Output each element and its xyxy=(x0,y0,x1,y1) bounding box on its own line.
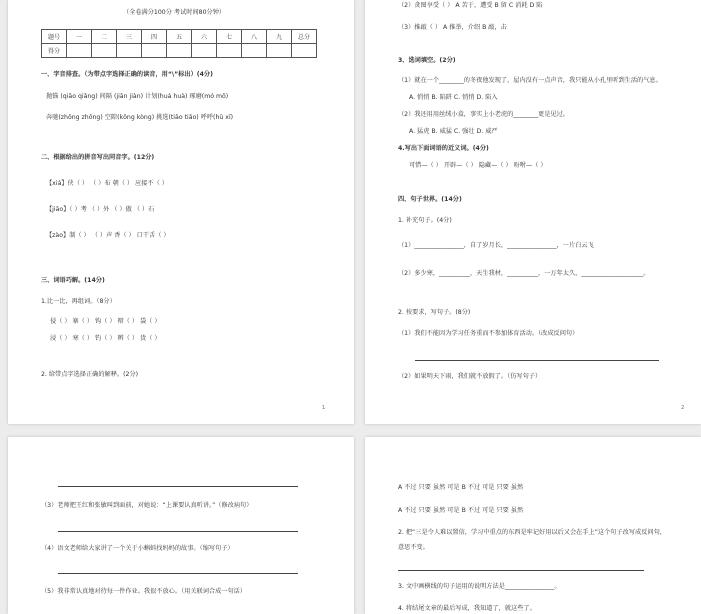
answer-line[interactable] xyxy=(415,360,659,361)
s5-q4: （2）如果明天下雨，我们就不放假了。（仿写句子） xyxy=(398,373,542,380)
p3-q3: （3）老师把王红和张敏叫到面前，对她说：“上课要认真听讲。”（修改病句） xyxy=(41,502,253,509)
s3-fill-title: 3、选词填空。(2分) xyxy=(398,57,456,64)
s3-fill-q2-options: A. 猛虎 B. 威猛 C. 强壮 D. 威严 xyxy=(409,128,498,135)
score-cell: 七 xyxy=(217,30,242,44)
answer-line[interactable] xyxy=(398,570,644,571)
answer-line[interactable] xyxy=(58,486,298,487)
exam-header: （全卷满分100分 考试时间80分钟） xyxy=(123,9,226,16)
options-row-1: A 不过 只要 虽然 可是 B 不过 可是 只要 虽然 xyxy=(398,484,524,491)
score-table xyxy=(41,29,317,58)
score-cell: 六 xyxy=(192,30,217,44)
s3-sub-1: 1.比一比，再组词。（8分） xyxy=(41,298,116,305)
answer-line[interactable] xyxy=(58,573,298,574)
p3-q4: （4）语文老师给大家讲了一个关于小蝌蚪找妈妈的故事。（缩写句子） xyxy=(41,545,234,552)
score-cell: 题号 xyxy=(42,30,67,44)
s5-sub-2: 2. 按要求，写句子。(8分) xyxy=(398,309,471,316)
vocab-q2: （2）贪图享受（ ） A 苦于，遭受 B 留 C 消耗 D 陷 xyxy=(398,2,543,9)
score-table-score-row xyxy=(42,44,317,58)
s4-synonym-title: 4.写出下面词语的近义词。(4分) xyxy=(398,145,489,152)
s5-q1: （1）________________，自了岁月长，________________，一片白云飞 xyxy=(398,242,594,249)
s2-row-2: 【jiāo】（ ）考 （ ）外 （ ）傲 （ ）石 xyxy=(46,206,155,213)
answer-line[interactable] xyxy=(58,531,298,532)
s5-sub-1: 1. 补充句子。(4分) xyxy=(398,217,452,224)
p4-q2-continued: 意思不变。 xyxy=(398,544,429,551)
p4-q4: 4. 将结尾文章的最后写成，我知道了，就这些了。 xyxy=(398,605,536,612)
score-input-cell[interactable] xyxy=(167,44,192,58)
score-input-cell[interactable] xyxy=(292,44,317,58)
p4-q3: 3. 文中画横线的句子运用的说明方法是________________。 xyxy=(398,583,561,590)
s2-row-1: 【xiá】侠（ ） （ ）布 朝（ ） 应接不（ ） xyxy=(46,180,168,187)
s2-row-3: 【zào】制（ ） （ ）声 香（ ） 口干舌（ ） xyxy=(46,232,170,239)
score-cell: 八 xyxy=(242,30,267,44)
s4-synonym-row: 可惜—（ ） 开辟—（ ） 隐藏—（ ） 吩咐—（ ） xyxy=(409,162,547,169)
score-input-cell[interactable] xyxy=(192,44,217,58)
score-input-cell[interactable] xyxy=(217,44,242,58)
s3-row-1: 侵（ ） 寨（ ） 钩（ ） 辩（ ） 袋（ ） xyxy=(50,318,161,325)
p4-q2: 2. 把“三是令人难以置信，学习中重点的东西是牢记好用以后又会在手上”这个句子改写成反问句， xyxy=(398,529,666,536)
vocab-q3: （3）推敲（ ） A 推举，介绍 B 敲，击 xyxy=(398,24,507,31)
page-number: 1 xyxy=(322,405,326,411)
section-3-title: 三、词语巧解。(14分) xyxy=(41,277,105,284)
score-input-cell[interactable] xyxy=(67,44,92,58)
p3-q5: （5）我非常认真地对待每一件作业。我很不放心。（用关联词合成一句话） xyxy=(41,588,247,595)
score-input-cell[interactable] xyxy=(142,44,167,58)
score-cell: 九 xyxy=(267,30,292,44)
s3-fill-q1: （1）就在一个________的冬夜他发现了，屋内没有一点声音，我只能从小孔里听到生活的气息。 xyxy=(398,77,662,84)
s3-sub-2: 2. 给带点字选择正确的解释。(2分) xyxy=(41,371,139,378)
score-input-cell[interactable] xyxy=(242,44,267,58)
s5-sentence-title: 四、句子世界。(14分) xyxy=(398,196,462,203)
page-3 xyxy=(8,437,354,614)
section-2-title: 二、根据给出的拼音写出同音字。(12分) xyxy=(41,154,155,161)
score-cell: 五 xyxy=(167,30,192,44)
s3-row-2: 浸（ ） 寒（ ） 钓（ ） 辨（ ） 货（ ） xyxy=(50,335,161,342)
page-1 xyxy=(8,0,354,424)
score-cell: 三 xyxy=(117,30,142,44)
score-table-header-row xyxy=(42,30,317,44)
score-input-cell[interactable] xyxy=(267,44,292,58)
section-1-title: 一、字音排查。（为带点字选择正确的读音，用“\”标出）(4分) xyxy=(41,71,213,78)
page-2 xyxy=(365,0,701,424)
s3-fill-q2: （2）我还用用丝绒小盒，事实上小老虎的________更是见过。 xyxy=(398,111,569,118)
score-cell: 二 xyxy=(92,30,117,44)
score-input-cell[interactable] xyxy=(92,44,117,58)
options-row-2: A 不过 只要 虽然 可是 B 不过 可是 只要 虽然 xyxy=(398,507,524,514)
score-cell: 得分 xyxy=(42,44,67,58)
page-4 xyxy=(365,437,701,614)
score-input-cell[interactable] xyxy=(117,44,142,58)
score-cell: 一 xyxy=(67,30,92,44)
s3-fill-q1-options: A. 悄悄 B. 陷阱 C. 悄悄 D. 陷入 xyxy=(409,94,498,101)
s1-row-1: 抛锚 (qiāo qiǎng) 间隔 (jiān jiàn) 计划(huá huà) 琢磨(mó mō) xyxy=(46,93,229,100)
score-cell: 总分 xyxy=(292,30,317,44)
s5-q3: （1）我们不能因为学习任务重而不参加体育活动。（改成反问句） xyxy=(398,330,579,337)
score-cell: 四 xyxy=(142,30,167,44)
s1-row-2: 奔驰(zhōng zhǒng) 空隙(kōng kòng) 挑选(tiāo tiǎo) 呼呼(hū xī) xyxy=(46,114,234,121)
s5-q2: （2）多少寒，__________，天生我材，__________，一万年太久，____________________。 xyxy=(398,270,650,277)
page-number: 2 xyxy=(681,405,685,411)
